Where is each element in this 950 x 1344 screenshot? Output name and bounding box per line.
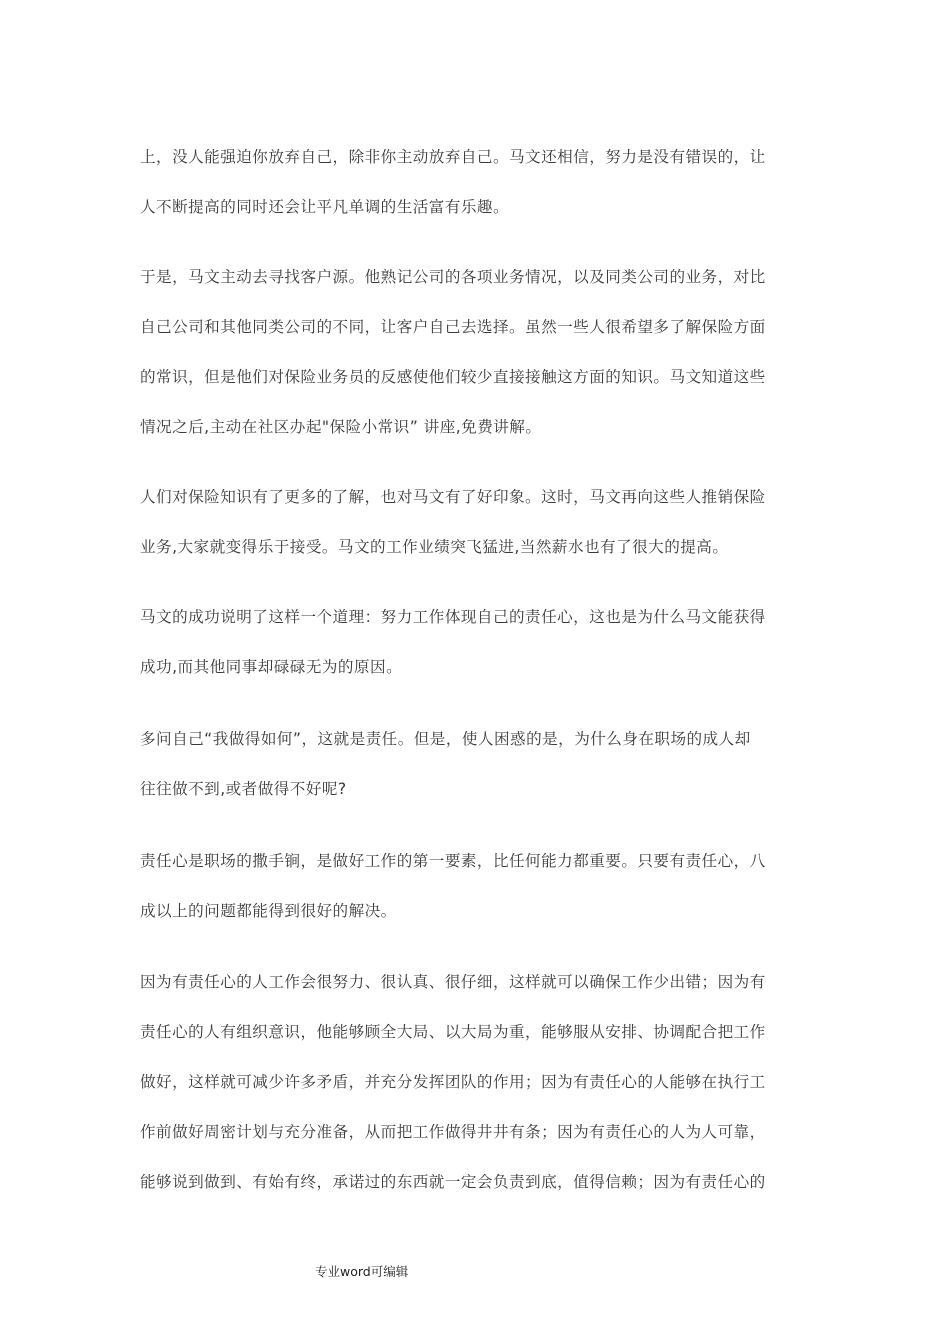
paragraph-4-line-2: 成功,而其他同事却碌碌无为的原因。 bbox=[140, 658, 403, 676]
paragraph-7-line-4: 作前做好周密计划与充分准备，从而把工作做得井井有条；因为有责任心的人为人可靠， bbox=[140, 1123, 766, 1141]
paragraph-7-line-1: 因为有责任心的人工作会很努力、很认真、很仔细，这样就可以确保工作少出错；因为有 bbox=[140, 973, 766, 991]
paragraph-5-line-2: 往往做不到,或者做得不好呢? bbox=[140, 780, 347, 798]
paragraph-2-line-3: 的常识，但是他们对保险业务员的反感使他们较少直接接触这方面的知识。马文知道这些 bbox=[140, 368, 766, 386]
paragraph-6-line-2: 成以上的问题都能得到很好的解决。 bbox=[140, 902, 397, 920]
paragraph-6-line-1: 责任心是职场的撒手锏，是做好工作的第一要素，比任何能力都重要。只要有责任心，八 bbox=[140, 852, 766, 870]
paragraph-2-line-2: 自己公司和其他同类公司的不同，让客户自己去选择。虽然一些人很希望多了解保险方面 bbox=[140, 318, 766, 336]
paragraph-5-line-1: 多问自己“我做得如何”，这就是责任。但是，使人困惑的是，为什么身在职场的成人却 bbox=[140, 730, 751, 748]
footer-watermark: 专业word可编辑 bbox=[315, 1264, 409, 1279]
paragraph-3-line-1: 人们对保险知识有了更多的了解，也对马文有了好印象。这时，马文再向这些人推销保险 bbox=[140, 488, 766, 506]
paragraph-4-line-1: 马文的成功说明了这样一个道理：努力工作体现自己的责任心，这也是为什么马文能获得 bbox=[140, 608, 766, 626]
paragraph-1-line-1: 上，没人能强迫你放弃自己，除非你主动放弃自己。马文还相信，努力是没有错误的，让 bbox=[140, 148, 766, 166]
paragraph-7-line-3: 做好，这样就可减少许多矛盾，并充分发挥团队的作用；因为有责任心的人能够在执行工 bbox=[140, 1073, 766, 1091]
paragraph-3-line-2: 业务,大家就变得乐于接受。马文的工作业绩突飞猛进,当然薪水也有了很大的提高。 bbox=[140, 538, 729, 556]
paragraph-7-line-5: 能够说到做到、有始有终，承诺过的东西就一定会负责到底，值得信赖；因为有责任心的 bbox=[140, 1173, 766, 1191]
paragraph-2-line-1: 于是，马文主动去寻找客户源。他熟记公司的各项业务情况，以及同类公司的业务，对比 bbox=[140, 268, 766, 286]
paragraph-7-line-2: 责任心的人有组织意识，他能够顾全大局、以大局为重，能够服从安排、协调配合把工作 bbox=[140, 1023, 766, 1041]
paragraph-1-line-2: 人不断提高的同时还会让平凡单调的生活富有乐趣。 bbox=[140, 198, 510, 216]
paragraph-2-line-4: 情况之后,主动在社区办起"保险小常识” 讲座,免费讲解。 bbox=[140, 418, 542, 436]
